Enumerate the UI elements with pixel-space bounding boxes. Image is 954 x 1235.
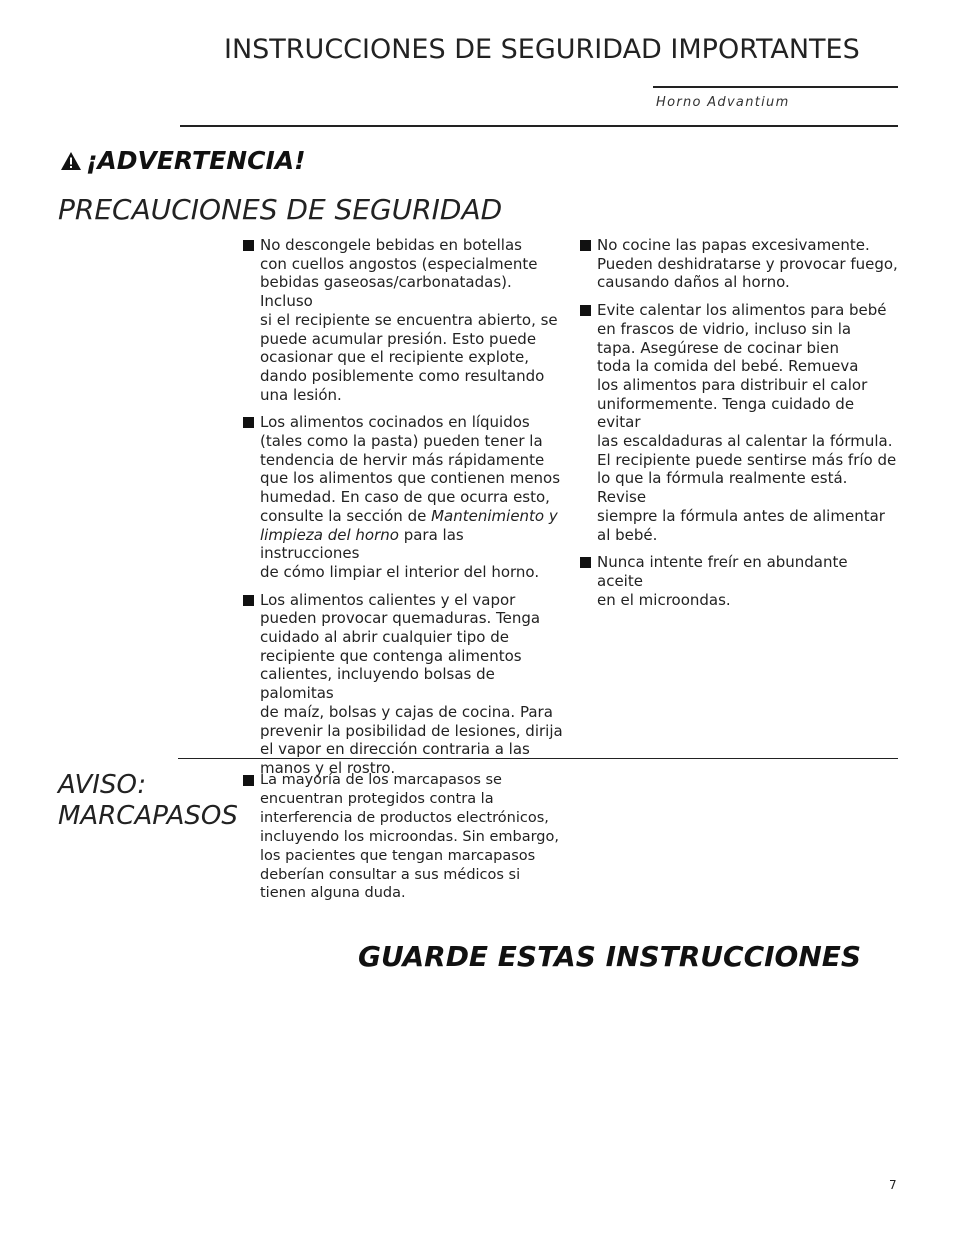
- left-column: [243, 236, 565, 787]
- manual-section-reference: Mantenimiento y limpieza del horno: [260, 506, 558, 544]
- header-divider-short: [653, 86, 898, 88]
- list-item: [243, 413, 565, 581]
- list-item: [580, 236, 898, 292]
- list-item-text: Los alimentos calientes y el vapor pueden provocar quemaduras. Tenga cuidado al abrir cualquier tipo de recipiente que contenga alimentos calientes, incluyendo bolsas de palomitas de maíz, bolsas y cajas de cocina. Para prevenir la posibilidad de lesiones, dirija el vapor en dirección contraria a las manos y el rostro.: [260, 590, 563, 777]
- list-item: [580, 553, 898, 609]
- section-divider: [178, 758, 898, 759]
- square-bullet-icon: [580, 240, 591, 251]
- notice-heading-line: AVISO:: [58, 770, 147, 800]
- save-instructions-title: GUARDE ESTAS INSTRUCCIONES: [358, 940, 862, 973]
- warning-label: ¡ADVERTENCIA!: [86, 146, 306, 175]
- list-item: [243, 591, 565, 778]
- list-item: [243, 236, 565, 404]
- list-item-text: Nunca intente freír en abundante aceite en el microondas.: [597, 553, 848, 609]
- product-subtitle: Horno Advantium: [656, 95, 790, 110]
- list-item-text: [260, 413, 565, 581]
- list-item-text-part: Los alimentos cocinados en líquidos (tales como la pasta) pueden tener la tendencia de hervir más rápidamente que los alimentos que contienen menos humedad. En caso de que ocurra esto, consulte la sección de: [260, 413, 561, 525]
- square-bullet-icon: [243, 595, 254, 606]
- list-item-text: No cocine las papas excesivamente. Pueden deshidratarse y provocar fuego, causando daños al horno.: [597, 236, 898, 292]
- warning-heading: [60, 146, 306, 175]
- list-item-text: No descongele bebidas en botellas con cuellos angostos (especialmente bebidas gaseosas/carbonatadas). Incluso si el recipiente se encuentra abierto, se puede acumular presión. Esto puede ocasionar que el recipiente explote, dando posiblemente como resultando una lesión.: [260, 236, 558, 404]
- square-bullet-icon: [243, 240, 254, 251]
- list-item: [243, 771, 565, 903]
- list-item-text: Evite calentar los alimentos para bebé en frascos de vidrio, incluso sin la tapa. Asegúrese de cocinar bien toda la comida del bebé. Remueva los alimentos para distribuir el calor uniformemente. Tenga cuidado de evitar las escaldaduras al calentar la fórmula. El recipiente puede sentirse más frío de lo que la fórmula realmente está. Revise siempre la fórmula antes de alimentar al bebé.: [597, 301, 897, 544]
- pacemaker-notice-heading: [58, 770, 238, 832]
- right-column: [580, 236, 898, 618]
- header-divider-long: [180, 125, 898, 127]
- list-item: [580, 301, 898, 544]
- square-bullet-icon: [580, 557, 591, 568]
- page-number: 7: [889, 1178, 897, 1192]
- square-bullet-icon: [243, 417, 254, 428]
- pacemaker-notice: [243, 771, 565, 912]
- page-header-title: INSTRUCCIONES DE SEGURIDAD IMPORTANTES: [224, 34, 860, 65]
- square-bullet-icon: [243, 775, 254, 786]
- warning-triangle-icon: [60, 151, 82, 171]
- notice-heading-line: MARCAPASOS: [58, 801, 238, 831]
- square-bullet-icon: [580, 305, 591, 316]
- list-item-text: La mayoría de los marcapasos se encuentran protegidos contra la interferencia de productos electrónicos, incluyendo los microondas. Sin embargo, los pacientes que tengan marcapasos deberían consultar a sus médicos si tienen alguna duda.: [260, 772, 559, 902]
- list-item-text-part: para las instrucciones de cómo limpiar el interior del horno.: [260, 525, 540, 581]
- section-title: PRECAUCIONES DE SEGURIDAD: [58, 193, 503, 226]
